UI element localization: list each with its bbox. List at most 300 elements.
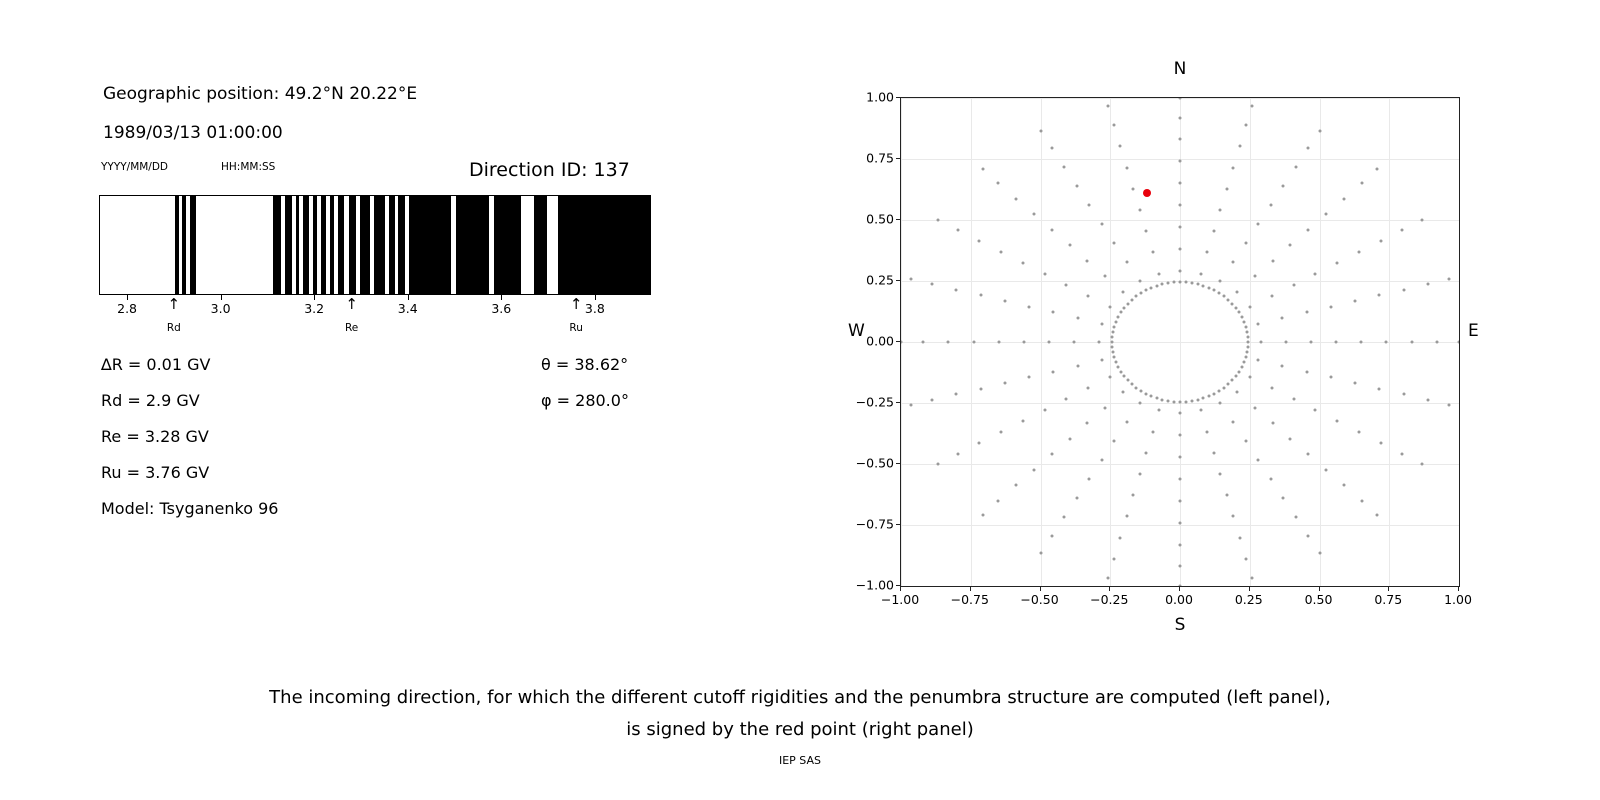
cutoff-stats-right <box>541 355 629 427</box>
direction-point <box>1119 311 1122 314</box>
direction-point <box>1110 346 1113 349</box>
penumbra-x-tick <box>501 295 502 300</box>
caption-line-2: is signed by the red point (right panel) <box>626 718 974 740</box>
cardinal-south-label: S <box>1174 615 1186 635</box>
direction-point <box>931 282 934 285</box>
direction-point <box>1088 203 1091 206</box>
direction-point <box>1282 497 1285 500</box>
direction-point <box>1232 260 1235 263</box>
penumbra-band <box>190 196 197 294</box>
direction-point <box>1121 391 1124 394</box>
direction-point <box>1022 341 1025 344</box>
penumbra-band <box>182 196 186 294</box>
direction-point <box>1240 315 1243 318</box>
direction-point <box>1244 241 1247 244</box>
direction-point <box>1245 557 1248 560</box>
direction-point <box>1052 311 1055 314</box>
direction-point <box>1360 182 1363 185</box>
cutoff-stats-left <box>101 355 278 535</box>
direction-point <box>1126 302 1129 305</box>
direction-point <box>1179 499 1182 502</box>
direction-point <box>1379 442 1382 445</box>
penumbra-band <box>273 196 281 294</box>
direction-point <box>1119 536 1122 539</box>
x-ticklabel: −0.25 <box>1090 592 1129 607</box>
penumbra-band <box>558 196 651 294</box>
direction-point <box>997 341 1000 344</box>
penumbra-band <box>494 196 521 294</box>
date-format-label: YYYY/MM/DD <box>101 161 169 173</box>
x-ticklabel: 1.00 <box>1444 592 1472 607</box>
direction-point <box>1112 557 1115 560</box>
cardinal-north-label: N <box>1173 59 1187 79</box>
direction-point <box>1150 395 1153 398</box>
direction-point <box>1249 305 1252 308</box>
direction-point <box>947 341 950 344</box>
direction-point <box>1050 535 1053 538</box>
penumbra-marker-arrow: ↑ <box>569 295 583 313</box>
direction-point <box>1068 437 1071 440</box>
direction-point <box>1420 219 1423 222</box>
direction-point <box>1050 228 1053 231</box>
direction-point <box>1336 261 1339 264</box>
direction-point <box>1245 356 1248 359</box>
direction-point <box>900 341 903 344</box>
direction-point <box>1112 124 1115 127</box>
direction-point <box>956 228 959 231</box>
penumbra-marker-label: Ru <box>569 322 583 334</box>
direction-point <box>1015 197 1018 200</box>
direction-point <box>1402 393 1405 396</box>
direction-point <box>1179 455 1182 458</box>
direction-point <box>1222 386 1225 389</box>
x-tick <box>1109 587 1110 591</box>
direction-point <box>1144 392 1147 395</box>
y-ticklabel: −0.75 <box>855 516 894 532</box>
direction-point <box>1202 397 1205 400</box>
penumbra-x-ticklabel: 3.4 <box>397 301 418 316</box>
direction-point <box>1158 409 1161 412</box>
direction-point <box>1196 398 1199 401</box>
direction-point <box>1249 376 1252 379</box>
direction-point <box>1125 166 1128 169</box>
direction-point <box>1110 341 1113 344</box>
direction-point <box>1161 283 1164 286</box>
penumbra-structure-chart <box>99 195 651 295</box>
direction-point <box>981 513 984 516</box>
direction-point <box>1076 364 1079 367</box>
direction-point <box>1130 298 1133 301</box>
penumbra-marker-arrow: ↑ <box>345 295 358 313</box>
direction-point <box>1271 259 1274 262</box>
direction-point <box>922 341 925 344</box>
y-tick <box>896 585 900 586</box>
direction-point <box>1087 387 1090 390</box>
direction-point <box>1100 459 1103 462</box>
y-tick <box>896 463 900 464</box>
x-tick <box>1388 587 1389 591</box>
direction-point <box>1435 341 1438 344</box>
penumbra-band <box>389 196 395 294</box>
direction-point <box>1251 576 1254 579</box>
direction-point <box>1448 404 1451 407</box>
direction-point <box>1179 543 1182 546</box>
x-tick <box>1319 587 1320 591</box>
direction-point <box>1033 468 1036 471</box>
direction-point <box>1199 409 1202 412</box>
direction-point <box>1329 376 1332 379</box>
direction-point <box>1108 376 1111 379</box>
direction-point <box>1179 160 1182 163</box>
penumbra-marker-label: Re <box>344 322 359 334</box>
grid-line <box>1459 98 1460 586</box>
direction-point <box>1184 400 1187 403</box>
direction-id-label: Direction ID: 137 <box>469 159 630 181</box>
direction-point <box>978 239 981 242</box>
direction-point <box>1314 409 1317 412</box>
direction-point <box>1145 230 1148 233</box>
direction-point <box>1155 397 1158 400</box>
direction-point <box>1021 261 1024 264</box>
direction-point <box>1112 356 1115 359</box>
direction-point <box>1039 129 1042 132</box>
penumbra-x-ticklabel: 3.6 <box>491 301 512 316</box>
direction-point <box>1179 281 1182 284</box>
direction-point <box>1245 124 1248 127</box>
direction-point <box>909 404 912 407</box>
direction-point <box>1117 366 1120 369</box>
y-ticklabel: 0.25 <box>866 272 894 288</box>
direction-point <box>1401 453 1404 456</box>
direction-point <box>1213 289 1216 292</box>
direction-point <box>1125 421 1128 424</box>
direction-point <box>1212 451 1215 454</box>
y-tick <box>896 402 900 403</box>
direction-point <box>1307 228 1310 231</box>
direction-point <box>1065 398 1068 401</box>
direction-point <box>1402 288 1405 291</box>
direction-point <box>1088 478 1091 481</box>
stat-line: φ = 280.0° <box>541 391 629 410</box>
direction-point <box>1225 494 1228 497</box>
direction-point <box>1179 270 1182 273</box>
direction-point <box>1269 478 1272 481</box>
x-ticklabel: −0.50 <box>1020 592 1059 607</box>
geographic-position-label: Geographic position: 49.2°N 20.22°E <box>103 84 418 104</box>
direction-point <box>1179 116 1182 119</box>
direction-point <box>1207 286 1210 289</box>
direction-point <box>1126 379 1129 382</box>
direction-point <box>1246 351 1249 354</box>
direction-point <box>1145 451 1148 454</box>
penumbra-band <box>374 196 385 294</box>
direction-point <box>1003 382 1006 385</box>
direction-point <box>909 277 912 280</box>
y-ticklabel: 0.75 <box>866 150 894 166</box>
y-ticklabel: −1.00 <box>855 577 894 593</box>
direction-point <box>1151 430 1154 433</box>
direction-point <box>1270 387 1273 390</box>
direction-point <box>1135 386 1138 389</box>
direction-point <box>1257 222 1260 225</box>
direction-point <box>1231 379 1234 382</box>
direction-point <box>1125 515 1128 518</box>
direction-point <box>1028 305 1031 308</box>
direction-point <box>955 288 958 291</box>
direction-point <box>1420 463 1423 466</box>
penumbra-axis <box>99 295 651 355</box>
penumbra-band <box>349 196 356 294</box>
x-tick <box>1040 587 1041 591</box>
penumbra-band <box>175 196 179 294</box>
grid-line <box>901 586 1459 587</box>
sky-map-plot-area <box>900 97 1460 587</box>
stat-line: Ru = 3.76 GV <box>101 463 210 482</box>
direction-point <box>1238 536 1241 539</box>
direction-point <box>1063 165 1066 168</box>
direction-point <box>1179 477 1182 480</box>
direction-point <box>1245 325 1248 328</box>
direction-point <box>1213 392 1216 395</box>
footer-credit: IEP SAS <box>778 754 822 767</box>
direction-point <box>1086 422 1089 425</box>
direction-point <box>1234 306 1237 309</box>
direction-point <box>1076 317 1079 320</box>
direction-point <box>1257 459 1260 462</box>
datetime-label: 1989/03/13 01:00:00 <box>103 123 283 143</box>
grid-line <box>901 525 1459 526</box>
direction-point <box>1179 138 1182 141</box>
y-tick <box>896 341 900 342</box>
direction-point <box>956 453 959 456</box>
direction-point <box>1246 330 1249 333</box>
stat-line: Re = 3.28 GV <box>101 427 209 446</box>
direction-point <box>1329 305 1332 308</box>
penumbra-band <box>398 196 405 294</box>
direction-point <box>1151 251 1154 254</box>
y-ticklabel: −0.50 <box>855 455 894 471</box>
direction-point <box>1240 366 1243 369</box>
direction-point <box>1158 272 1161 275</box>
direction-point <box>1289 437 1292 440</box>
penumbra-x-tick <box>408 295 409 300</box>
x-tick <box>1179 587 1180 591</box>
penumbra-band <box>321 196 327 294</box>
penumbra-marker-arrow: ↑ <box>167 295 181 313</box>
direction-point <box>1100 222 1103 225</box>
direction-point <box>1179 97 1182 100</box>
direction-point <box>1179 433 1182 436</box>
penumbra-marker-label: Rd <box>166 322 181 334</box>
direction-point <box>1028 376 1031 379</box>
time-format-label: HH:MM:SS <box>221 161 276 173</box>
direction-point <box>1196 283 1199 286</box>
direction-point <box>1155 284 1158 287</box>
x-ticklabel: 0.50 <box>1304 592 1333 607</box>
y-tick <box>896 219 900 220</box>
direction-point <box>1138 209 1141 212</box>
direction-point <box>1314 272 1317 275</box>
x-ticklabel: −0.75 <box>950 592 989 607</box>
direction-point <box>1378 294 1381 297</box>
x-ticklabel: 0.00 <box>1165 592 1193 607</box>
penumbra-band <box>330 196 334 294</box>
direction-point <box>1292 283 1295 286</box>
direction-point <box>955 393 958 396</box>
direction-point <box>1318 129 1321 132</box>
direction-point <box>1360 499 1363 502</box>
direction-point <box>1052 370 1055 373</box>
direction-point <box>1130 383 1133 386</box>
direction-point <box>1139 292 1142 295</box>
direction-point <box>1138 279 1141 282</box>
direction-point <box>1106 105 1109 108</box>
direction-point <box>978 442 981 445</box>
penumbra-band <box>338 196 345 294</box>
direction-point <box>972 341 975 344</box>
direction-point <box>1068 244 1071 247</box>
y-ticklabel: −0.25 <box>855 394 894 410</box>
direction-point <box>1106 576 1109 579</box>
penumbra-band <box>313 196 317 294</box>
direction-point <box>1179 182 1182 185</box>
direction-point <box>1257 359 1260 362</box>
direction-point <box>1305 311 1308 314</box>
y-tick <box>896 158 900 159</box>
direction-point <box>1179 521 1182 524</box>
direction-point <box>997 182 1000 185</box>
direction-point <box>1458 341 1461 344</box>
direction-point <box>1003 299 1006 302</box>
direction-point <box>1179 226 1182 229</box>
stat-line: ∆R = 0.01 GV <box>101 355 211 374</box>
direction-point <box>1318 552 1321 555</box>
direction-point <box>1305 370 1308 373</box>
direction-point <box>1281 317 1284 320</box>
direction-point <box>1271 422 1274 425</box>
direction-point <box>1135 295 1138 298</box>
direction-point <box>1087 294 1090 297</box>
direction-point <box>1108 305 1111 308</box>
direction-point <box>1050 453 1053 456</box>
direction-point <box>1281 364 1284 367</box>
direction-point <box>1354 299 1357 302</box>
direction-point <box>1043 272 1046 275</box>
direction-point <box>1251 105 1254 108</box>
y-ticklabel: 1.00 <box>866 89 894 105</box>
y-tick <box>896 524 900 525</box>
stat-line: θ = 38.62° <box>541 355 629 374</box>
direction-point <box>1376 513 1379 516</box>
direction-point <box>1448 277 1451 280</box>
penumbra-x-ticklabel: 3.0 <box>210 301 231 316</box>
y-ticklabel: 0.50 <box>866 211 894 227</box>
direction-point <box>1119 145 1122 148</box>
direction-point <box>1206 430 1209 433</box>
direction-point <box>1324 213 1327 216</box>
direction-point <box>1111 330 1114 333</box>
direction-point <box>1227 298 1230 301</box>
cardinal-west-label: W <box>848 321 865 341</box>
direction-point <box>1231 302 1234 305</box>
penumbra-band <box>456 196 490 294</box>
direction-point <box>1125 260 1128 263</box>
direction-point <box>1253 406 1256 409</box>
direction-point <box>1336 420 1339 423</box>
penumbra-x-tick <box>221 295 222 300</box>
direction-point <box>937 219 940 222</box>
direction-point <box>1173 281 1176 284</box>
direction-point <box>1292 398 1295 401</box>
direction-point <box>1111 351 1114 354</box>
penumbra-band <box>285 196 292 294</box>
direction-point <box>1219 209 1222 212</box>
direction-point <box>1218 389 1221 392</box>
direction-point <box>1222 295 1225 298</box>
direction-point <box>1236 290 1239 293</box>
direction-point <box>1234 375 1237 378</box>
penumbra-x-tick <box>127 295 128 300</box>
grid-line <box>901 464 1459 465</box>
direction-point <box>1232 166 1235 169</box>
direction-point <box>1354 382 1357 385</box>
direction-point <box>1039 552 1042 555</box>
direction-point <box>1285 341 1288 344</box>
left-panel <box>0 0 700 660</box>
direction-point <box>1123 375 1126 378</box>
direction-point <box>1247 341 1250 344</box>
direction-point <box>1110 335 1113 338</box>
right-panel <box>830 55 1530 655</box>
direction-point <box>1247 346 1250 349</box>
direction-point <box>1360 341 1363 344</box>
direction-point <box>1401 228 1404 231</box>
direction-point <box>1173 400 1176 403</box>
direction-point <box>1114 320 1117 323</box>
direction-point <box>1307 453 1310 456</box>
direction-point <box>1232 421 1235 424</box>
direction-point <box>1098 341 1101 344</box>
direction-point <box>1202 284 1205 287</box>
penumbra-band <box>360 196 370 294</box>
direction-point <box>1206 251 1209 254</box>
direction-point <box>1121 290 1124 293</box>
direction-point <box>1190 282 1193 285</box>
x-ticklabel: 0.25 <box>1234 592 1263 607</box>
direction-point <box>1238 145 1241 148</box>
direction-point <box>1086 259 1089 262</box>
penumbra-x-tick <box>314 295 315 300</box>
direction-point <box>1043 409 1046 412</box>
direction-point <box>1376 168 1379 171</box>
direction-point <box>1150 286 1153 289</box>
penumbra-x-ticklabel: 3.8 <box>584 301 605 316</box>
direction-point <box>1236 391 1239 394</box>
direction-point <box>1190 399 1193 402</box>
direction-point <box>1212 230 1215 233</box>
direction-point <box>1426 399 1429 402</box>
direction-point <box>1426 282 1429 285</box>
cardinal-east-label: E <box>1468 321 1479 341</box>
direction-point <box>1282 184 1285 187</box>
direction-point <box>1179 400 1182 403</box>
direction-point <box>1238 311 1241 314</box>
y-tick <box>896 280 900 281</box>
direction-point <box>1021 420 1024 423</box>
direction-point <box>1219 402 1222 405</box>
direction-point <box>979 387 982 390</box>
direction-point <box>1179 411 1182 414</box>
